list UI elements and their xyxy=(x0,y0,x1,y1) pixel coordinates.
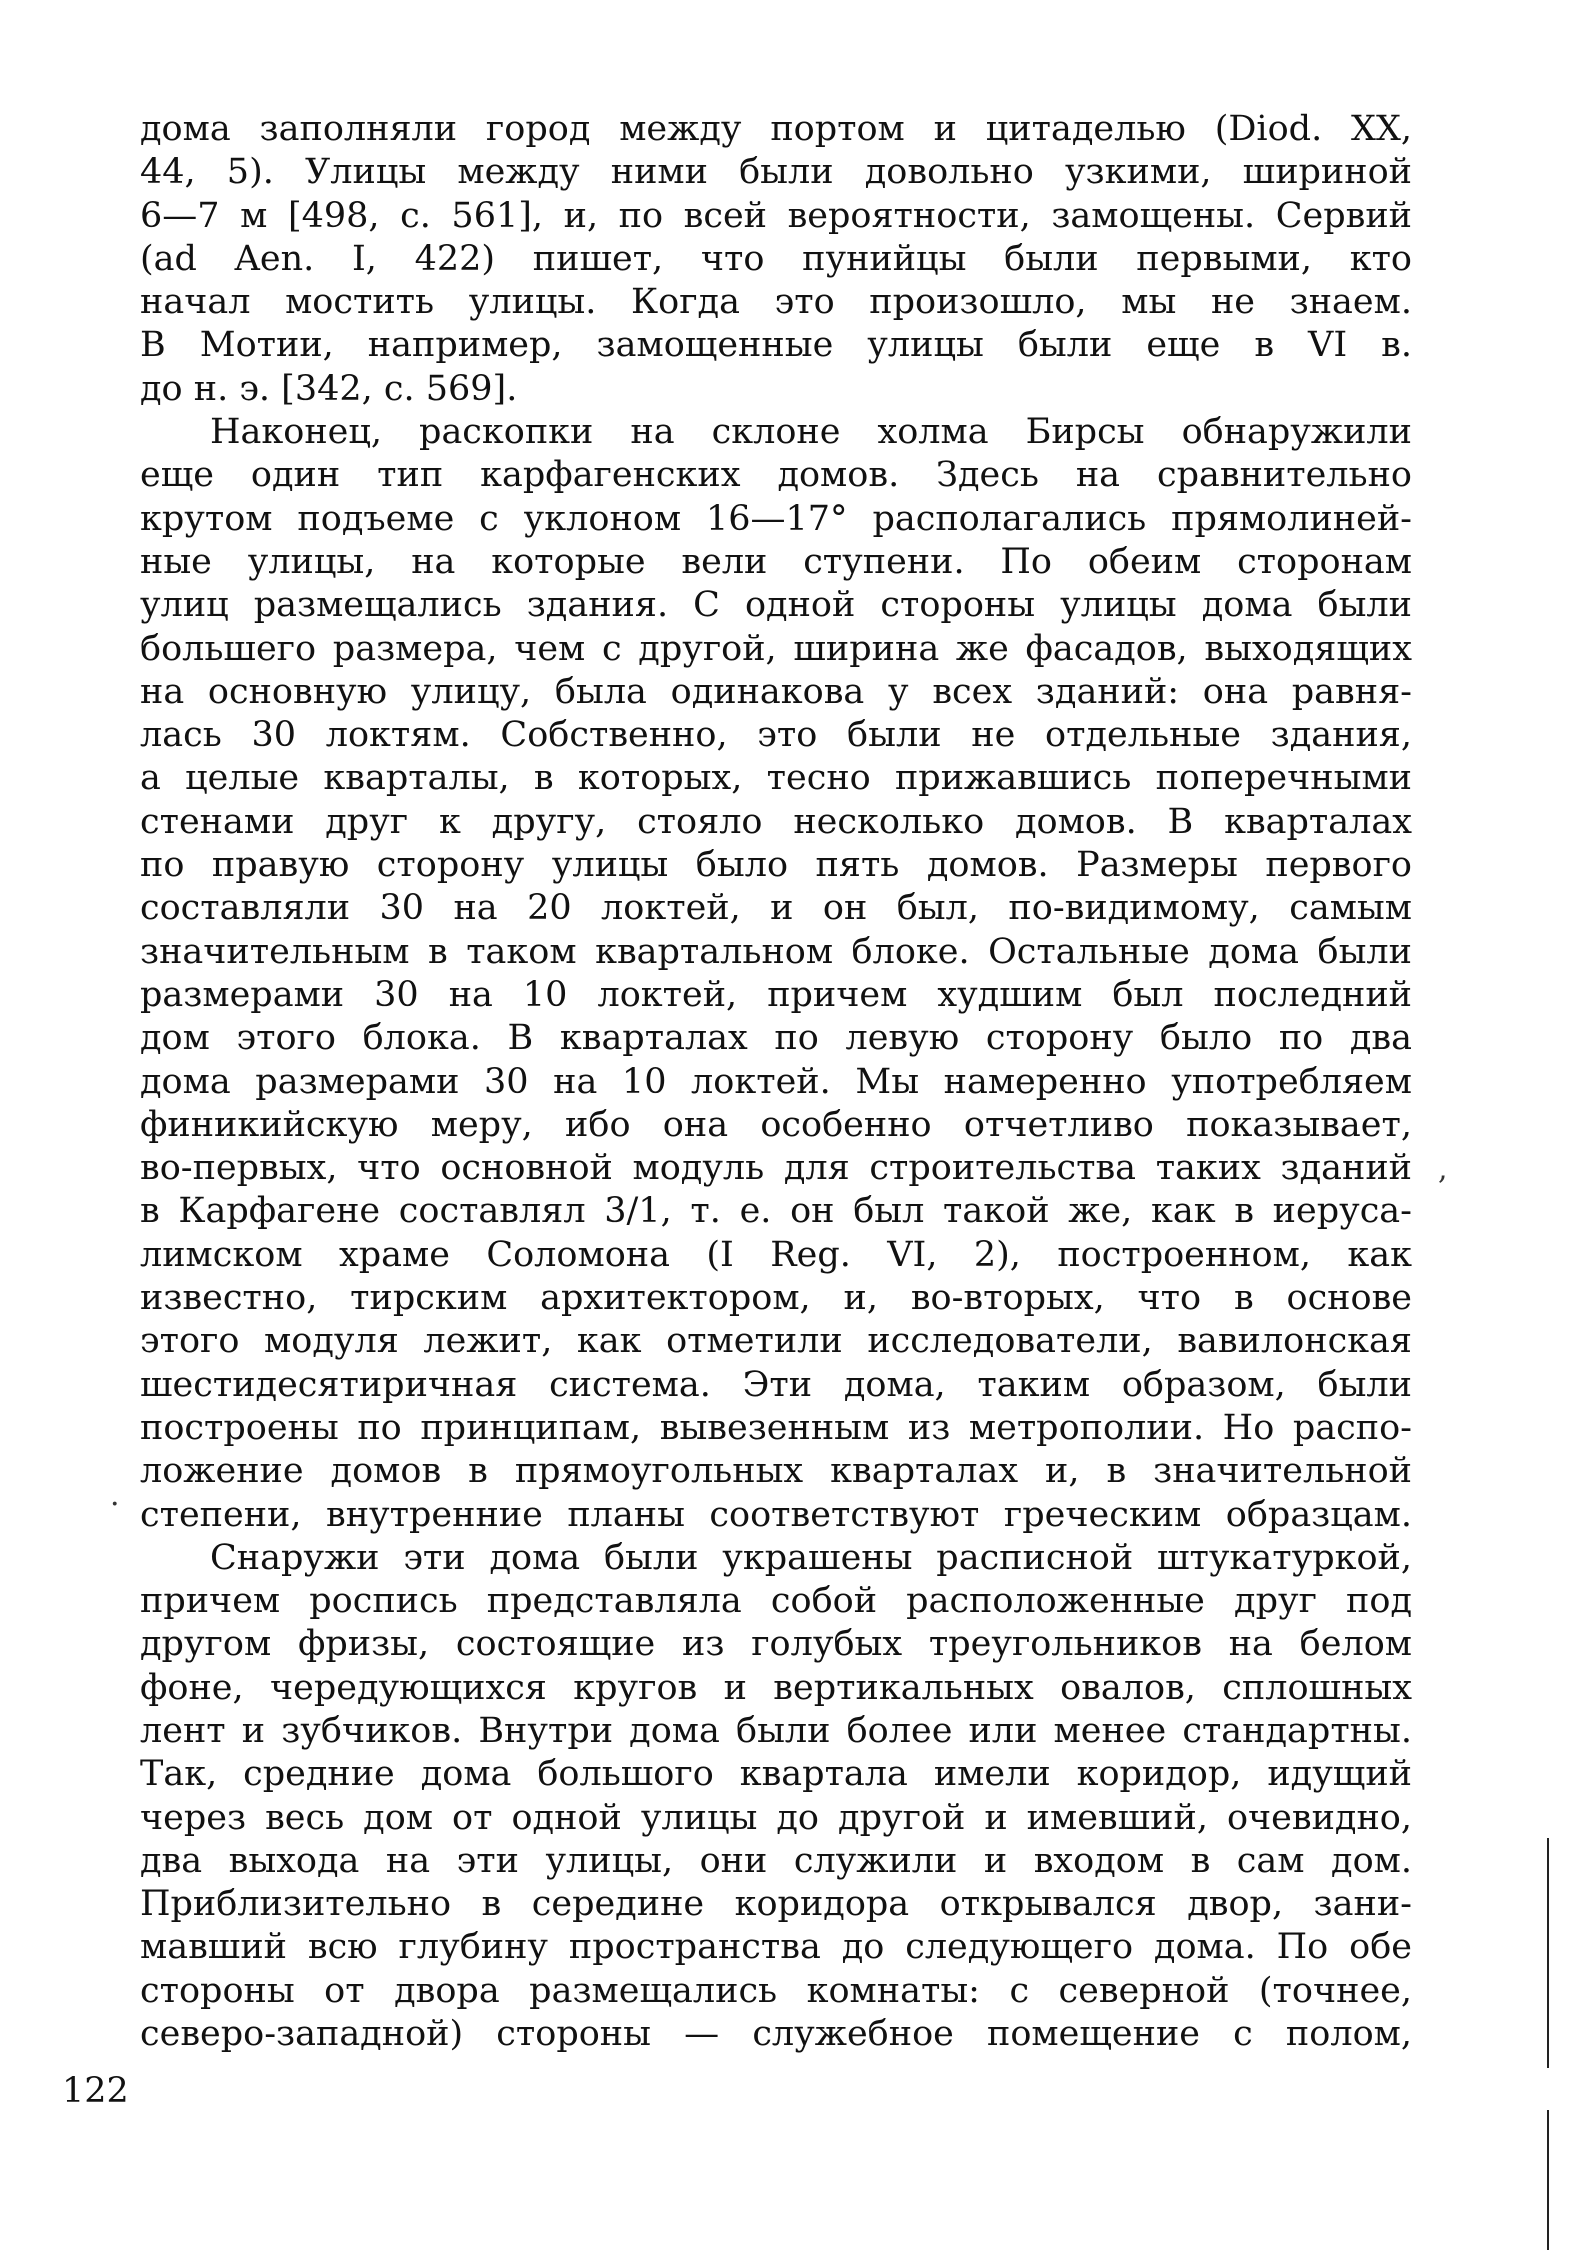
text-line: до н. э. [342, с. 569]. xyxy=(140,368,518,409)
text-line: северо-западной) стороны — служебное помещение с полом, xyxy=(140,2014,1412,2055)
text-line: Снаружи эти дома были украшены расписной штукатуркой, xyxy=(210,1537,1412,1578)
text-line: шестидесятиричная система. Эти дома, таким образом, были xyxy=(140,1364,1412,1405)
text-line: еще один тип карфагенских домов. Здесь на сравнительно xyxy=(140,455,1412,496)
text-line: ные улицы, на которые вели ступени. По обеим сторонам xyxy=(140,541,1412,582)
scan-edge-line xyxy=(1547,1838,1549,2068)
text-line: дома заполняли город между портом и цитаделью (Diod. XX, xyxy=(140,109,1412,149)
text-line: В Мотии, например, замощенные улицы были еще в VI в. xyxy=(140,325,1412,366)
text-line: 44, 5). Улицы между ними были довольно узкими, шириной xyxy=(140,152,1412,193)
text-line: а целые кварталы, в которых, тесно прижавшись поперечными xyxy=(140,758,1412,799)
page-text xyxy=(140,108,1412,2056)
text-line: дом этого блока. В кварталах по левую сторону было по два xyxy=(140,1018,1412,1059)
text-line: через весь дом от одной улицы до другой и имевший, очевидно, xyxy=(140,1797,1412,1838)
text-line: на основную улицу, была одинакова у всех зданий: она равня- xyxy=(140,671,1412,712)
text-line: начал мостить улицы. Когда это произошло, мы не знаем. xyxy=(140,282,1412,323)
text-line: размерами 30 на 10 локтей, причем худшим был последний xyxy=(140,974,1412,1015)
scan-edge-line xyxy=(1547,2110,1549,2250)
text-line: лент и зубчиков. Внутри дома были более или менее стандартны. xyxy=(140,1710,1412,1751)
text-line: лась 30 локтям. Собственно, это были не отдельные здания, xyxy=(140,715,1412,756)
text-line: улиц размещались здания. С одной стороны улицы дома были xyxy=(140,585,1412,626)
paragraph-3 xyxy=(140,1537,1412,2057)
text-line: два выхода на эти улицы, они служили и входом в сам дом. xyxy=(140,1840,1412,1881)
text-line: (ad Aen. I, 422) пишет, что пунийцы были первыми, кто xyxy=(140,238,1412,279)
text-line: во-первых, что основной модуль для строительства таких зданий xyxy=(140,1148,1412,1189)
text-line: значительным в таком квартальном блоке. Остальные дома были xyxy=(140,931,1412,972)
text-line: 6—7 м [498, с. 561], и, по всей вероятности, замощены. Сервий xyxy=(140,195,1412,236)
text-line: ложение домов в прямоугольных кварталах и, в значительной xyxy=(140,1451,1412,1492)
text-line: мавший всю глубину пространства до следующего дома. По обе xyxy=(140,1927,1412,1968)
text-line: лимском храме Соломона (I Reg. VI, 2), построенном, как xyxy=(140,1234,1412,1275)
text-line: крутом подъеме с уклоном 16—17° располагались прямолиней- xyxy=(140,498,1412,539)
text-line: Наконец, раскопки на склоне холма Бирсы обнаружили xyxy=(210,412,1412,453)
text-line: этого модуля лежит, как отметили исследователи, вавилонская xyxy=(140,1321,1412,1362)
margin-dot-mark: · xyxy=(110,1487,120,1522)
text-line: стороны от двора размещались комнаты: с северной (точнее, xyxy=(140,1970,1412,2011)
text-line: по правую сторону улицы было пять домов. Размеры первого xyxy=(140,845,1412,886)
text-line: стенами друг к другу, стояло несколько домов. В кварталах xyxy=(140,801,1412,842)
paragraph-1 xyxy=(140,108,1412,411)
paragraph-2 xyxy=(140,411,1412,1537)
text-line: дома размерами 30 на 10 локтей. Мы намеренно употребляем xyxy=(140,1061,1412,1102)
margin-tick-mark: , xyxy=(1438,1152,1448,1187)
text-line: известно, тирским архитектором, и, во-вторых, что в основе xyxy=(140,1278,1412,1319)
text-line: Приблизительно в середине коридора открывался двор, зани- xyxy=(140,1884,1412,1925)
text-line: Так, средние дома большого квартала имели коридор, идущий xyxy=(140,1754,1412,1795)
text-line: другом фризы, состоящие из голубых треугольников на белом xyxy=(140,1624,1412,1665)
text-line: степени, внутренние планы соответствуют греческим образцам. xyxy=(140,1494,1412,1535)
text-line: фоне, чередующихся кругов и вертикальных овалов, сплошных xyxy=(140,1667,1412,1708)
text-line: финикийскую меру, ибо она особенно отчетливо показывает, xyxy=(140,1104,1412,1145)
text-line: построены по принципам, вывезенным из метрополии. Но распо- xyxy=(140,1407,1412,1448)
text-line: составляли 30 на 20 локтей, и он был, по-видимому, самым xyxy=(140,888,1412,929)
text-line: большего размера, чем с другой, ширина же фасадов, выходящих xyxy=(140,628,1412,669)
page-number: 122 xyxy=(62,2071,129,2111)
text-line: в Карфагене составлял 3/1, т. е. он был такой же, как в иеруса- xyxy=(140,1191,1412,1232)
text-line: причем роспись представляла собой расположенные друг под xyxy=(140,1581,1412,1622)
